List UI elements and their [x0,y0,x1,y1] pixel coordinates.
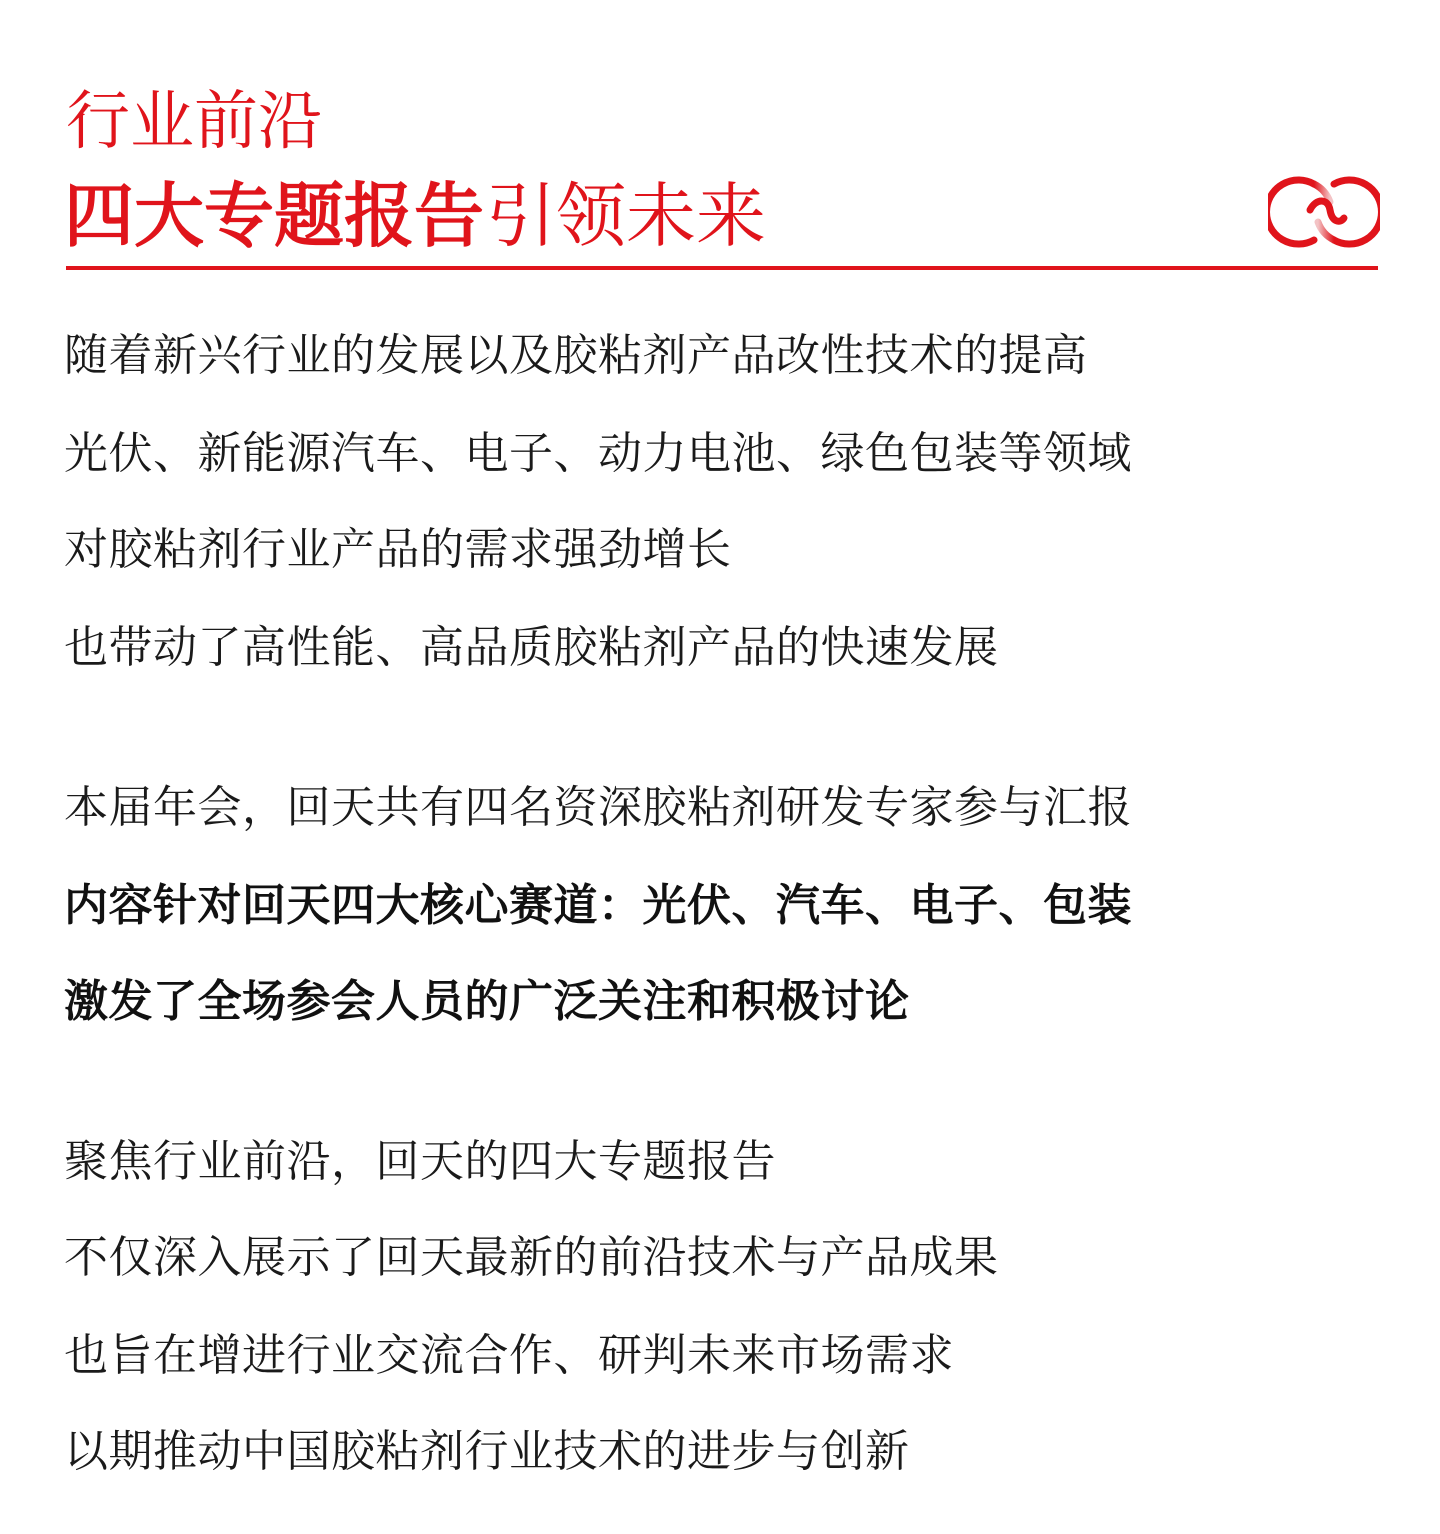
title-divider [66,266,1378,270]
body-line-emphasis: 激发了全场参会人员的广泛关注和积极讨论 [64,976,910,1027]
body-line: 也带动了高性能、高品质胶粘剂产品的快速发展 [64,622,999,673]
section-kicker: 行业前沿 [66,85,322,159]
page-title [64,174,766,258]
body-line: 不仅深入展示了回天最新的前沿技术与产品成果 [64,1232,999,1283]
body-line-emphasis: 内容针对回天四大核心赛道：光伏、汽车、电子、包装 [64,880,1132,931]
brand-logo-icon [1268,172,1380,252]
body-line: 随着新兴行业的发展以及胶粘剂产品改性技术的提高 [64,330,1088,381]
body-line: 也旨在增进行业交流合作、研判未来市场需求 [64,1330,954,1381]
body-line: 以期推动中国胶粘剂行业技术的进步与创新 [64,1426,910,1477]
body-line: 对胶粘剂行业产品的需求强劲增长 [64,524,732,575]
title-bold-part: 四大专题报告 [64,175,484,257]
title-light-part: 引领未来 [486,175,766,257]
body-line: 聚焦行业前沿，回天的四大专题报告 [64,1136,776,1187]
body-line: 光伏、新能源汽车、电子、动力电池、绿色包装等领域 [64,428,1132,479]
body-line: 本届年会，回天共有四名资深胶粘剂研发专家参与汇报 [64,782,1132,833]
